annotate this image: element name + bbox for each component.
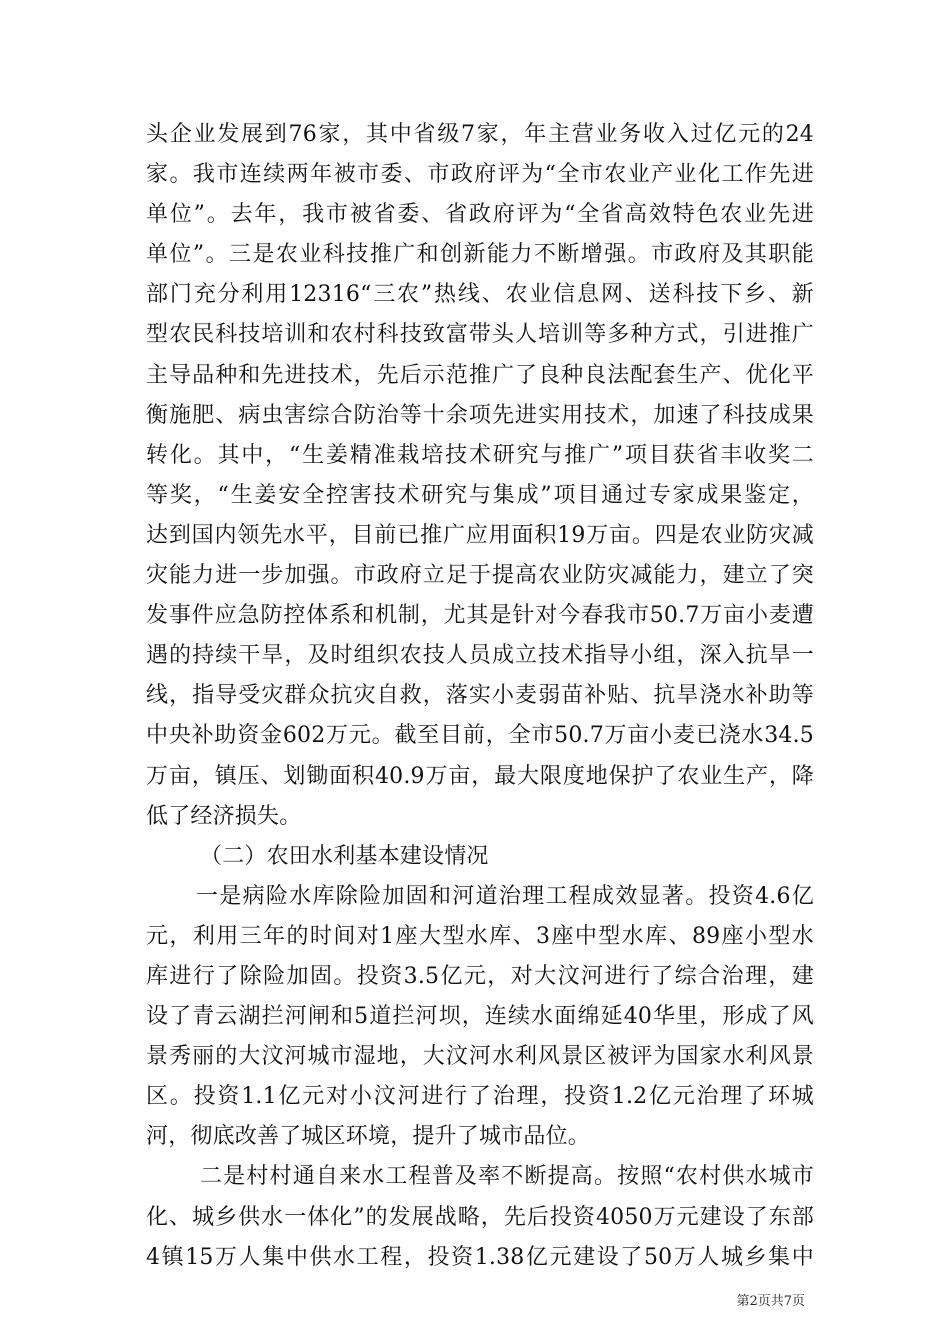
text-line: 库进行了除险加固。投资3.5亿元，对大汶河进行了综合治理，建 bbox=[146, 963, 814, 989]
text-line: 低了经济损失。 bbox=[146, 803, 302, 829]
text-line: 单位”。三是农业科技推广和创新能力不断增强。市政府及其职能 bbox=[146, 242, 814, 268]
text-line: 景秀丽的大汶河城市湿地，大汶河水利风景区被评为国家水利风景 bbox=[146, 1044, 814, 1070]
text-line: 4镇15万人集中供水工程，投资1.38亿元建设了50万人城乡集中 bbox=[146, 1244, 814, 1270]
text-line: 发事件应急防控体系和机制，尤其是针对今春我市50.7万亩小麦遭 bbox=[146, 603, 814, 629]
text-line: 部门充分利用12316“三农”热线、农业信息网、送科技下乡、新 bbox=[146, 282, 814, 308]
text-line: 中央补助资金602万元。截至目前，全市50.7万亩小麦已浇水34.5 bbox=[146, 723, 814, 749]
text-line: 等奖，“生姜安全控害技术研究与集成”项目通过专家成果鉴定， bbox=[146, 482, 814, 508]
section-heading: （二）农田水利基本建设情况 bbox=[200, 843, 489, 869]
text-line: 河，彻底改善了城区环境，提升了城市品位。 bbox=[146, 1124, 591, 1150]
text-line: 灾能力进一步加强。市政府立足于提高农业防灾减能力，建立了突 bbox=[146, 563, 814, 589]
text-line: 主导品种和先进技术，先后示范推广了良种良法配套生产、优化平 bbox=[146, 362, 814, 388]
text-line: 转化。其中，“生姜精准栽培技术研究与推广”项目获省丰收奖二 bbox=[146, 442, 814, 468]
page-number-footer: 第2页共7页 bbox=[736, 1294, 805, 1309]
text-line: 化、城乡供水一体化”的发展战略，先后投资4050万元建设了东部 bbox=[146, 1204, 814, 1230]
text-line: 区。投资1.1亿元对小汶河进行了治理，投资1.2亿元治理了环城 bbox=[146, 1084, 814, 1110]
text-line: 家。我市连续两年被市委、市政府评为“全市农业产业化工作先进 bbox=[146, 162, 814, 188]
text-line: 衡施肥、病虫害综合防治等十余项先进实用技术，加速了科技成果 bbox=[146, 402, 814, 428]
text-line: 万亩，镇压、划锄面积40.9万亩，最大限度地保护了农业生产，降 bbox=[146, 763, 814, 789]
text-line: 一是病险水库除险加固和河道治理工程成效显著。投资4.6亿 bbox=[196, 883, 814, 909]
text-line: 遇的持续干旱，及时组织农技人员成立技术指导小组，深入抗旱一 bbox=[146, 643, 814, 669]
text-line: 设了青云湖拦河闸和5道拦河坝，连续水面绵延40华里，形成了风 bbox=[146, 1004, 814, 1030]
document-body bbox=[146, 115, 814, 1278]
text-line: 二是村村通自来水工程普及率不断提高。按照“农村供水城市 bbox=[200, 1164, 814, 1190]
text-line: 单位”。去年，我市被省委、省政府评为“全省高效特色农业先进 bbox=[146, 202, 814, 228]
text-line: 型农民科技培训和农村科技致富带头人培训等多种方式，引进推广 bbox=[146, 322, 814, 348]
text-line: 达到国内领先水平，目前已推广应用面积19万亩。四是农业防灾减 bbox=[146, 522, 814, 548]
text-line: 元，利用三年的时间对1座大型水库、3座中型水库、89座小型水 bbox=[146, 923, 814, 949]
text-line: 线，指导受灾群众抗灾自救，落实小麦弱苗补贴、抗旱浇水补助等 bbox=[146, 683, 814, 709]
text-line: 头企业发展到76家，其中省级7家，年主营业务收入过亿元的24 bbox=[146, 122, 814, 147]
